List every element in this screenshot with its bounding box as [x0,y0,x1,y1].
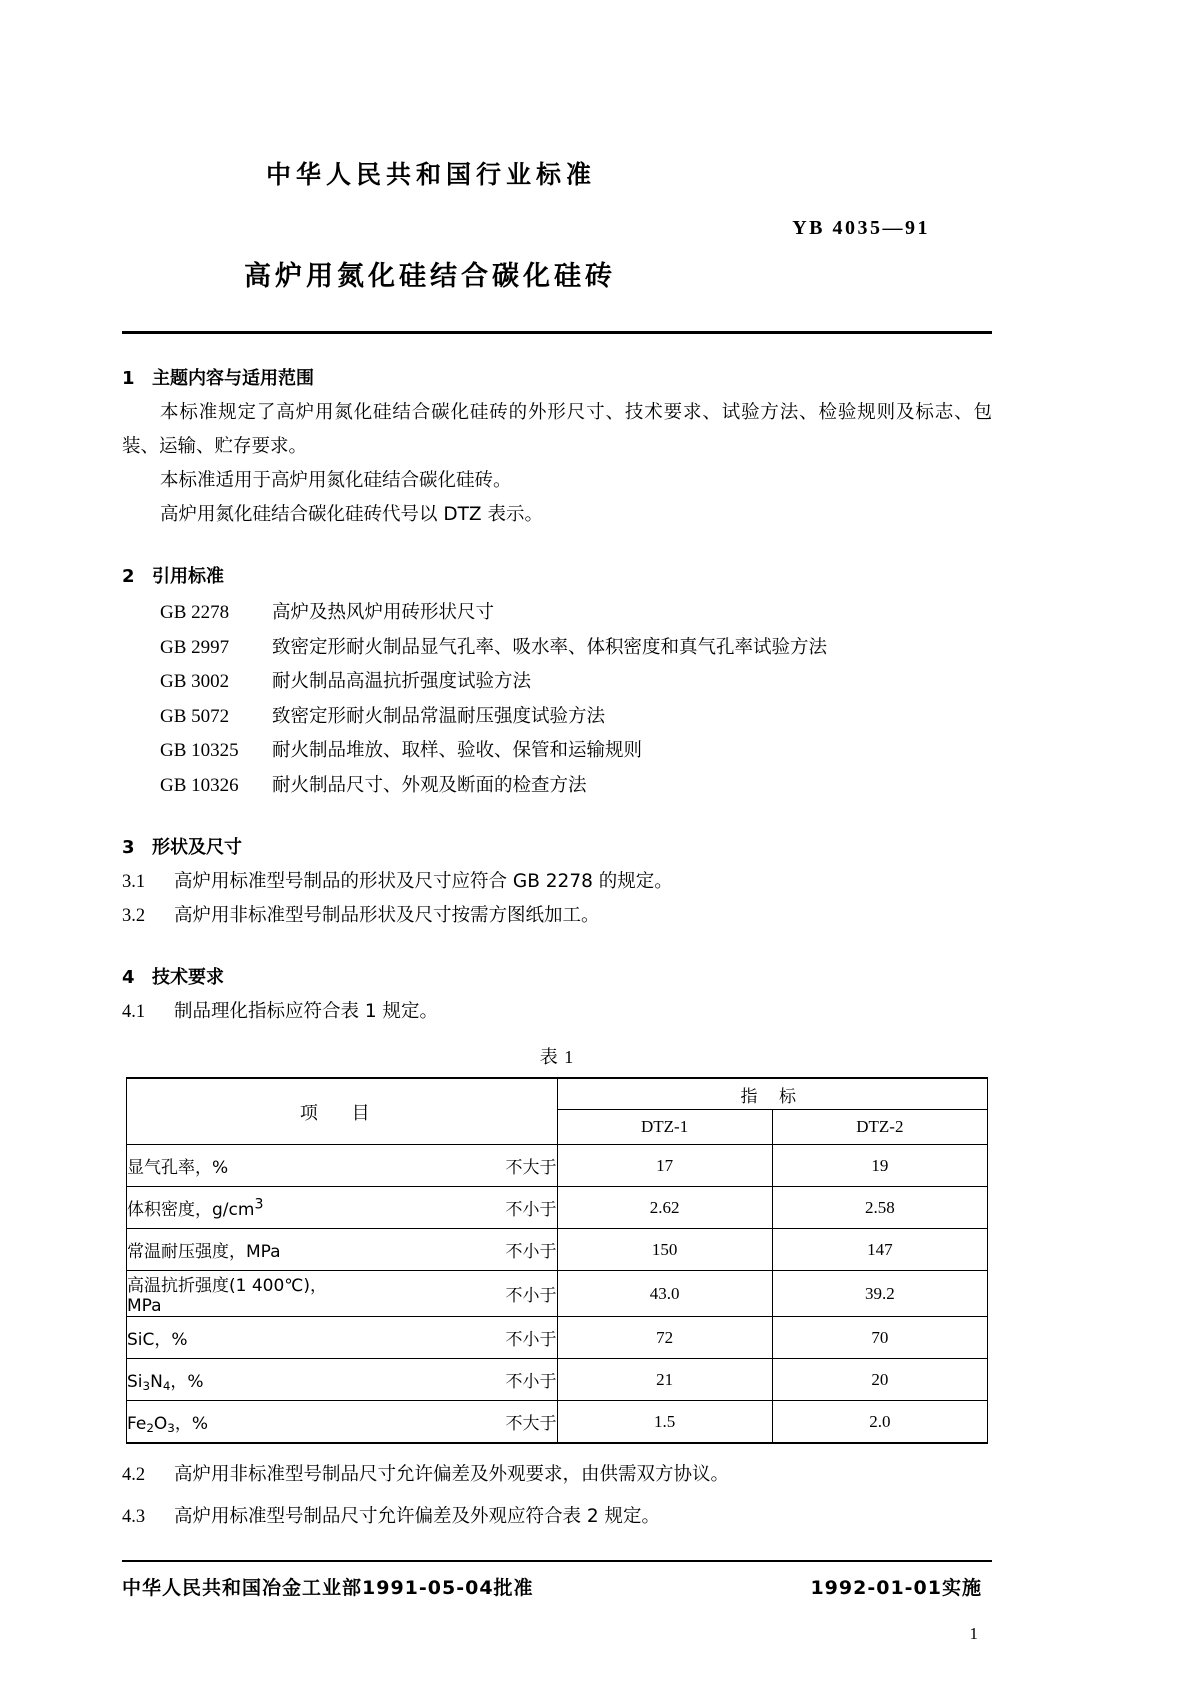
clause-4-3 [122,1500,992,1534]
table-row [127,1317,988,1359]
clause-4-2-label: 4.2 [122,1465,146,1485]
list-item [160,631,992,666]
clause-4-1-label: 4.1 [122,1002,146,1022]
section-title-2: 引用标准 [152,566,224,587]
row-condition: 不大于 [342,1401,557,1444]
reference-code: GB 2997 [160,636,230,658]
clause-4-1 [122,995,992,1029]
clause-3-1 [122,865,992,899]
referenced-standards-list [122,596,992,803]
row-property-name: 显气孔率，% [127,1145,342,1187]
section-title-4: 技术要求 [152,967,224,988]
clause-3-2-label: 3.2 [122,906,146,926]
row-value-dtz2: 20 [772,1359,987,1401]
section-1-paragraph-2: 本标准适用于高炉用氮化硅结合碳化硅砖。 [160,470,512,491]
section-heading-1 [122,364,992,390]
document-header [122,0,992,334]
row-value-dtz1: 72 [557,1317,772,1359]
table-header-item: 项 目 [127,1078,558,1145]
row-property-name: $Si_3N_4$，% [127,1359,342,1401]
clause-3-1-text: 高炉用标准型号制品的形状及尺寸应符合 GB 2278 的规定。 [174,871,673,892]
table-header-row [127,1078,988,1110]
section-title-1: 主题内容与适用范围 [152,368,314,389]
table-header-indicator: 指 标 [557,1078,988,1110]
clause-3-2 [122,899,992,933]
clause-3-2-text: 高炉用非标准型号制品形状及尺寸按需方图纸加工。 [174,905,600,926]
clause-3-1-label: 3.1 [122,872,146,892]
row-condition: 不小于 [342,1359,557,1401]
reference-code: GB 10326 [160,774,239,796]
row-property-name: SiC，% [127,1317,342,1359]
row-value-dtz1: 43.0 [557,1271,772,1317]
clause-4-3-text: 高炉用标准型号制品尺寸允许偏差及外观应符合表 2 规定。 [174,1506,661,1527]
list-item [160,700,992,735]
reference-code: GB 10325 [160,740,239,761]
table-header-grade-dtz2: DTZ-2 [772,1110,987,1145]
document-title: 高炉用氮化硅结合碳化硅砖 [244,261,616,292]
row-value-dtz1: 2.62 [557,1187,772,1229]
row-condition: 不小于 [342,1271,557,1317]
row-condition: 不小于 [342,1229,557,1271]
standard-code-row [122,217,992,240]
list-item [160,734,992,769]
row-value-dtz2: 147 [772,1229,987,1271]
row-value-dtz2: 2.58 [772,1187,987,1229]
reference-code: GB 3002 [160,671,230,692]
row-value-dtz2: 70 [772,1317,987,1359]
row-property-name: 高温抗折强度(1 400℃)，MPa [127,1271,342,1317]
table-1-physical-chemical-indicators [126,1077,988,1444]
reference-title: 致密定形耐火制品常温耐压强度试验方法 [272,705,606,727]
page-footer [122,1573,992,1600]
row-value-dtz2: 39.2 [772,1271,987,1317]
section-number-4: 4 [122,967,135,988]
table-row [127,1271,988,1317]
row-value-dtz1: 21 [557,1359,772,1401]
reference-code: GB 5072 [160,705,230,727]
page-content [122,0,992,1644]
table-header-grade-dtz1: DTZ-1 [557,1110,772,1145]
section-number-2: 2 [122,566,135,587]
table-row [127,1359,988,1401]
reference-title: 致密定形耐火制品显气孔率、吸水率、体积密度和真气孔率试验方法 [272,636,828,658]
row-property-name: $Fe_2O_3$，% [127,1401,342,1444]
reference-title: 耐火制品高温抗折强度试验方法 [272,671,532,692]
section-1-paragraph-1: 本标准规定了高炉用氮化硅结合碳化硅砖的外形尺寸、技术要求、试验方法、检验规则及标志、包装、运输、贮存要求。 [122,402,992,457]
row-value-dtz1: 17 [557,1145,772,1187]
row-condition: 不小于 [342,1187,557,1229]
table-row [127,1187,988,1229]
section-number-1: 1 [122,368,135,389]
row-property-name: 体积密度，$g/cm^3$ [127,1187,342,1229]
footer-divider [122,1560,992,1562]
reference-title: 耐火制品堆放、取样、验收、保管和运输规则 [272,740,643,761]
reference-title: 高炉及热风炉用砖形状尺寸 [272,602,495,623]
reference-title: 耐火制品尺寸、外观及断面的检查方法 [272,774,587,796]
table-1-caption: 表 1 [539,1047,575,1067]
section-heading-2 [122,562,992,588]
approval-statement: 中华人民共和国冶金工业部1991-05-04批准 [122,1577,534,1599]
list-item [160,769,992,804]
row-value-dtz2: 19 [772,1145,987,1187]
issuing-organization: 中华人民共和国行业标准 [266,160,597,189]
section-number-3: 3 [122,837,135,858]
row-condition: 不大于 [342,1145,557,1187]
effective-date: 1992-01-01实施 [810,1577,982,1599]
row-property-name: 常温耐压强度，MPa [127,1229,342,1271]
header-divider [122,331,992,334]
clause-4-3-label: 4.3 [122,1507,146,1527]
table-row [127,1401,988,1444]
section-title-3: 形状及尺寸 [152,837,242,858]
table-row [127,1145,988,1187]
list-item [160,596,992,631]
clause-4-2 [122,1458,992,1492]
standard-code: YB 4035—91 [792,217,930,239]
reference-code: GB 2278 [160,602,230,623]
list-item [160,665,992,700]
clause-4-1-text: 制品理化指标应符合表 1 规定。 [174,1001,439,1022]
section-heading-4 [122,963,992,989]
row-value-dtz1: 150 [557,1229,772,1271]
row-value-dtz2: 2.0 [772,1401,987,1444]
section-1-paragraph-3: 高炉用氮化硅结合碳化硅砖代号以 DTZ 表示。 [160,504,543,525]
clause-4-2-text: 高炉用非标准型号制品尺寸允许偏差及外观要求，由供需双方协议。 [174,1464,730,1485]
row-value-dtz1: 1.5 [557,1401,772,1444]
table-row [127,1229,988,1271]
page-number: 1 [969,1624,978,1643]
row-condition: 不小于 [342,1317,557,1359]
section-heading-3 [122,833,992,859]
